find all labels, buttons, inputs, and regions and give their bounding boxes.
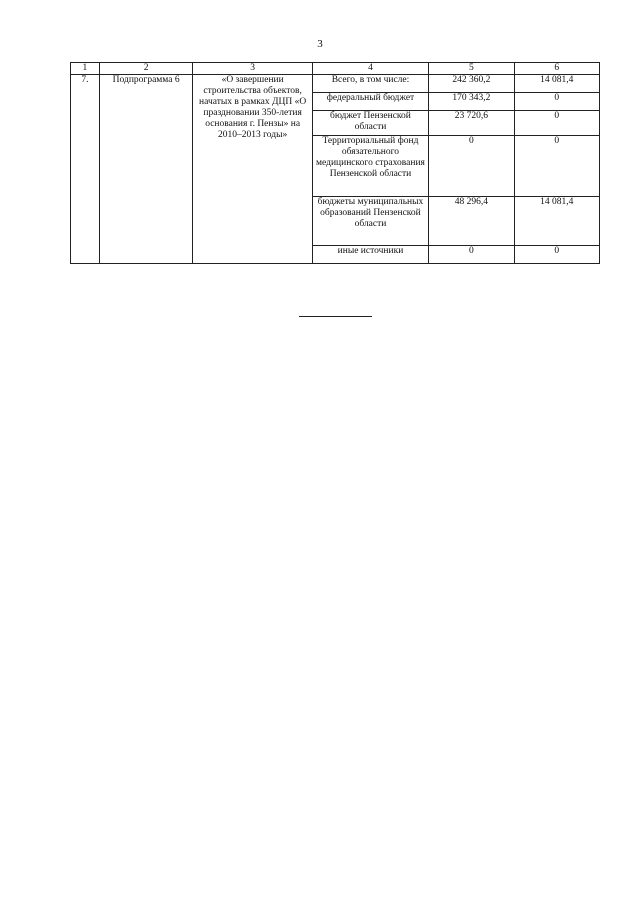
source-name: иные источники <box>312 246 428 264</box>
value-col6: 0 <box>514 246 599 264</box>
source-name: федеральный бюджет <box>312 93 428 111</box>
value-col6: 0 <box>514 93 599 111</box>
header-cell-1: 1 <box>71 63 100 75</box>
value-col5: 0 <box>429 246 514 264</box>
row-number: 7. <box>71 75 100 264</box>
value-col6: 14 081,4 <box>514 75 599 93</box>
source-name: бюджет Пензенской области <box>312 111 428 136</box>
value-col5: 170 343,2 <box>429 93 514 111</box>
table-row <box>71 75 600 93</box>
program-description: «О завершении строительства объектов, начатых в рамках ДЦП «О праздновании 350-летия основания г. Пензы» на 2010–2013 годы» <box>193 75 312 264</box>
value-col5: 48 296,4 <box>429 197 514 246</box>
page-number: 3 <box>317 38 323 50</box>
header-cell-5: 5 <box>429 63 514 75</box>
value-col5: 0 <box>429 136 514 197</box>
source-name: Всего, в том числе: <box>312 75 428 93</box>
header-cell-6: 6 <box>514 63 599 75</box>
value-col6: 14 081,4 <box>514 197 599 246</box>
program-name: Подпрограмма 6 <box>99 75 193 264</box>
value-col5: 23 720,6 <box>429 111 514 136</box>
source-name: Территориальный фонд обязательного медицинского страхования Пензенской области <box>312 136 428 197</box>
header-cell-3: 3 <box>193 63 312 75</box>
source-name: бюджеты муниципальных образований Пензенской области <box>312 197 428 246</box>
value-col6: 0 <box>514 136 599 197</box>
table-header-row <box>71 63 600 75</box>
budget-table <box>70 62 600 264</box>
end-rule <box>299 316 372 317</box>
header-cell-4: 4 <box>312 63 428 75</box>
value-col6: 0 <box>514 111 599 136</box>
header-cell-2: 2 <box>99 63 193 75</box>
value-col5: 242 360,2 <box>429 75 514 93</box>
